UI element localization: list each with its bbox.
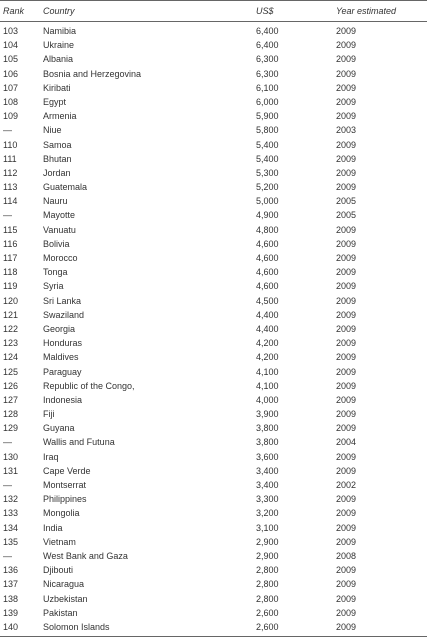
table-row [0, 620, 427, 634]
cell-country: Maldives [43, 352, 79, 363]
cell-year-estimated: 2009 [336, 579, 357, 590]
cell-year-estimated: 2009 [336, 323, 357, 334]
cell-us-dollars: 6,000 [256, 96, 279, 107]
cell-rank: 107 [3, 82, 19, 93]
cell-year-estimated: 2009 [336, 508, 357, 519]
cell-rank: 135 [3, 536, 19, 547]
cell-country: Swaziland [43, 309, 85, 320]
cell-country: Namibia [43, 26, 77, 36]
cell-country: Ukraine [43, 40, 75, 51]
cell-country: Nicaragua [43, 579, 85, 590]
table-row [0, 506, 427, 520]
cell-year-estimated: 2009 [336, 26, 357, 36]
cell-us-dollars: 4,400 [256, 309, 279, 320]
cell-country: Jordan [43, 167, 71, 178]
cell-year-estimated: 2009 [336, 224, 357, 235]
cell-us-dollars: 4,800 [256, 224, 279, 235]
table-row [0, 52, 427, 66]
table-row [0, 180, 427, 194]
cell-us-dollars: 3,600 [256, 451, 279, 462]
cell-rank: 120 [3, 295, 19, 306]
table-row [0, 577, 427, 591]
cell-us-dollars: 4,600 [256, 267, 279, 278]
header-rank: Rank [3, 6, 25, 16]
table-row [0, 152, 427, 166]
cell-rank: — [3, 125, 12, 136]
cell-country: Iraq [43, 451, 59, 462]
cell-rank: 137 [3, 579, 19, 590]
cell-rank: 112 [3, 167, 18, 178]
cell-year-estimated: 2009 [336, 394, 357, 405]
cell-country: Kiribati [43, 82, 71, 93]
cell-year-estimated: 2009 [336, 536, 357, 547]
cell-year-estimated: 2002 [336, 480, 357, 490]
cell-year-estimated: 2009 [336, 139, 357, 150]
cell-us-dollars: 3,200 [256, 508, 279, 519]
cell-year-estimated: 2009 [336, 68, 357, 79]
cell-country: Guyana [43, 423, 75, 434]
cell-us-dollars: 3,300 [256, 494, 279, 505]
table-row [0, 294, 427, 308]
table-body [0, 24, 427, 634]
table-row [0, 478, 427, 492]
cell-year-estimated: 2009 [336, 54, 357, 65]
cell-year-estimated: 2009 [336, 338, 357, 349]
table-row [0, 365, 427, 379]
table-row [0, 379, 427, 393]
table-row [0, 194, 427, 208]
table-row [0, 492, 427, 506]
table-row [0, 81, 427, 95]
cell-rank: 111 [3, 153, 17, 164]
cell-rank: — [3, 480, 12, 490]
table-row [0, 393, 427, 407]
cell-us-dollars: 2,800 [256, 593, 279, 604]
table-row [0, 521, 427, 535]
table-row [0, 421, 427, 435]
cell-rank: 124 [3, 352, 19, 363]
cell-rank: 126 [3, 380, 19, 391]
cell-country: Sri Lanka [43, 295, 82, 306]
cell-us-dollars: 4,600 [256, 253, 279, 263]
cell-country: Vanuatu [43, 224, 76, 235]
cell-rank: 123 [3, 338, 19, 349]
cell-year-estimated: 2009 [336, 281, 357, 292]
cell-year-estimated: 2008 [336, 550, 357, 561]
cell-country: Bolivia [43, 238, 70, 249]
cell-us-dollars: 5,300 [256, 167, 279, 178]
cell-year-estimated: 2009 [336, 182, 357, 193]
table-row [0, 38, 427, 52]
cell-year-estimated: 2009 [336, 366, 357, 377]
cell-us-dollars: 2,800 [256, 565, 279, 576]
cell-us-dollars: 4,400 [256, 323, 279, 334]
cell-rank: 114 [3, 196, 18, 207]
table-row [0, 237, 427, 251]
table-row [0, 166, 427, 180]
cell-us-dollars: 2,900 [256, 536, 279, 547]
cell-rank: 113 [3, 182, 18, 193]
cell-rank: 129 [3, 423, 19, 434]
table-row [0, 279, 427, 293]
cell-us-dollars: 5,900 [256, 111, 279, 122]
cell-country: Syria [43, 281, 64, 292]
cell-us-dollars: 3,400 [256, 465, 279, 476]
cell-year-estimated: 2004 [336, 437, 357, 448]
cell-year-estimated: 2009 [336, 352, 357, 363]
cell-rank: 133 [3, 508, 19, 519]
cell-country: Armenia [43, 111, 77, 122]
cell-us-dollars: 4,100 [256, 380, 279, 391]
cell-country: Bosnia and Herzegovina [43, 68, 142, 79]
table-row [0, 109, 427, 123]
cell-country: Republic of the Congo, [43, 380, 135, 391]
cell-rank: 105 [3, 54, 19, 65]
cell-us-dollars: 3,800 [256, 437, 279, 448]
table-bottom-rule [0, 636, 427, 637]
cell-country: Cape Verde [43, 465, 91, 476]
cell-rank: 121 [3, 309, 19, 320]
table-row [0, 535, 427, 549]
cell-us-dollars: 5,200 [256, 182, 279, 193]
table-row [0, 549, 427, 563]
cell-rank: 139 [3, 607, 19, 618]
cell-year-estimated: 2009 [336, 82, 357, 93]
cell-year-estimated: 2009 [336, 465, 357, 476]
cell-country: Pakistan [43, 607, 78, 618]
cell-us-dollars: 3,400 [256, 480, 279, 490]
cell-year-estimated: 2009 [336, 111, 357, 122]
table-row [0, 208, 427, 222]
cell-country: Egypt [43, 96, 67, 107]
cell-year-estimated: 2009 [336, 167, 357, 178]
cell-us-dollars: 4,200 [256, 338, 279, 349]
table-row [0, 123, 427, 137]
cell-country: Tonga [43, 267, 68, 278]
table-row [0, 138, 427, 152]
table-row [0, 464, 427, 478]
cell-year-estimated: 2003 [336, 125, 357, 136]
cell-us-dollars: 6,300 [256, 68, 279, 79]
cell-year-estimated: 2009 [336, 621, 357, 632]
cell-country: Wallis and Futuna [43, 437, 115, 448]
table-row [0, 265, 427, 279]
cell-rank: — [3, 437, 12, 448]
cell-rank: 127 [3, 394, 19, 405]
cell-us-dollars: 2,600 [256, 621, 279, 632]
cell-us-dollars: 3,100 [256, 522, 279, 533]
cell-year-estimated: 2009 [336, 607, 357, 618]
table-row [0, 350, 427, 364]
cell-year-estimated: 2009 [336, 96, 357, 107]
cell-country: Solomon Islands [43, 621, 110, 632]
cell-year-estimated: 2009 [336, 423, 357, 434]
cell-us-dollars: 4,900 [256, 210, 279, 221]
cell-us-dollars: 3,800 [256, 423, 279, 434]
cell-us-dollars: 5,400 [256, 153, 279, 164]
cell-country: Montserrat [43, 480, 87, 490]
cell-rank: 125 [3, 366, 19, 377]
table-row [0, 336, 427, 350]
cell-us-dollars: 4,200 [256, 352, 279, 363]
table-row [0, 606, 427, 620]
table-row [0, 95, 427, 109]
cell-year-estimated: 2009 [336, 522, 357, 533]
cell-rank: — [3, 210, 12, 221]
cell-us-dollars: 5,000 [256, 196, 279, 207]
cell-rank: 134 [3, 522, 19, 533]
cell-country: Indonesia [43, 394, 83, 405]
cell-year-estimated: 2009 [336, 593, 357, 604]
cell-rank: 122 [3, 323, 19, 334]
cell-year-estimated: 2009 [336, 451, 357, 462]
cell-year-estimated: 2009 [336, 267, 357, 278]
cell-year-estimated: 2009 [336, 409, 357, 420]
header-us-dollars: US$ [256, 6, 274, 16]
cell-country: Honduras [43, 338, 83, 349]
cell-country: Paraguay [43, 366, 82, 377]
cell-year-estimated: 2005 [336, 210, 357, 221]
table-row [0, 563, 427, 577]
cell-country: Guatemala [43, 182, 88, 193]
cell-rank: 130 [3, 451, 19, 462]
cell-year-estimated: 2005 [336, 196, 357, 207]
table-row [0, 592, 427, 606]
cell-us-dollars: 2,600 [256, 607, 279, 618]
cell-country: Samoa [43, 139, 72, 150]
cell-rank: 106 [3, 68, 19, 79]
cell-country: Morocco [43, 253, 78, 263]
cell-us-dollars: 4,500 [256, 295, 279, 306]
cell-country: Philippines [43, 494, 87, 505]
cell-rank: 116 [3, 238, 18, 249]
cell-us-dollars: 6,400 [256, 26, 279, 36]
cell-rank: 132 [3, 494, 19, 505]
cell-rank: 103 [3, 26, 19, 36]
cell-rank: 104 [3, 40, 19, 51]
cell-country: Vietnam [43, 536, 76, 547]
cell-country: Mayotte [43, 210, 76, 221]
header-country: Country [43, 6, 75, 16]
table-row [0, 435, 427, 449]
cell-country: Bhutan [43, 153, 72, 164]
table-row [0, 223, 427, 237]
cell-country: India [43, 522, 63, 533]
table-row [0, 450, 427, 464]
cell-year-estimated: 2009 [336, 238, 357, 249]
cell-rank: 128 [3, 409, 19, 420]
cell-rank: 109 [3, 111, 19, 122]
cell-country: Mongolia [43, 508, 80, 519]
cell-year-estimated: 2009 [336, 153, 357, 164]
cell-rank: 119 [3, 281, 18, 292]
table-header [0, 0, 427, 22]
table-row [0, 322, 427, 336]
cell-country: West Bank and Gaza [43, 550, 128, 561]
cell-rank: 136 [3, 565, 19, 576]
cell-rank: 110 [3, 139, 18, 150]
table-row [0, 308, 427, 322]
table-row [0, 251, 427, 265]
cell-year-estimated: 2009 [336, 40, 357, 51]
cell-year-estimated: 2009 [336, 380, 357, 391]
cell-us-dollars: 3,900 [256, 409, 279, 420]
cell-rank: 131 [3, 465, 19, 476]
cell-us-dollars: 4,600 [256, 281, 279, 292]
header-year-estimated: Year estimated [336, 6, 397, 16]
cell-country: Djibouti [43, 565, 74, 576]
cell-rank: 108 [3, 96, 19, 107]
cell-rank: 138 [3, 593, 19, 604]
cell-us-dollars: 4,100 [256, 366, 279, 377]
cell-country: Fiji [43, 409, 55, 420]
cell-us-dollars: 6,300 [256, 54, 279, 65]
cell-us-dollars: 2,900 [256, 550, 279, 561]
cell-year-estimated: 2009 [336, 494, 357, 505]
cell-country: Albania [43, 54, 74, 65]
cell-us-dollars: 2,800 [256, 579, 279, 590]
cell-country: Niue [43, 125, 62, 136]
table-row [0, 24, 427, 38]
cell-rank: — [3, 550, 12, 561]
table-row [0, 67, 427, 81]
cell-year-estimated: 2009 [336, 295, 357, 306]
cell-us-dollars: 5,800 [256, 125, 279, 136]
cell-country: Nauru [43, 196, 68, 207]
cell-year-estimated: 2009 [336, 253, 357, 263]
cell-year-estimated: 2009 [336, 309, 357, 320]
cell-rank: 140 [3, 621, 19, 632]
cell-us-dollars: 6,100 [256, 82, 279, 93]
cell-us-dollars: 4,600 [256, 238, 279, 249]
cell-rank: 118 [3, 267, 18, 278]
cell-rank: 117 [3, 253, 18, 263]
cell-us-dollars: 4,000 [256, 394, 279, 405]
cell-us-dollars: 5,400 [256, 139, 279, 150]
cell-rank: 115 [3, 224, 18, 235]
cell-us-dollars: 6,400 [256, 40, 279, 51]
cell-year-estimated: 2009 [336, 565, 357, 576]
cell-country: Georgia [43, 323, 76, 334]
cell-country: Uzbekistan [43, 593, 88, 604]
table-row [0, 407, 427, 421]
